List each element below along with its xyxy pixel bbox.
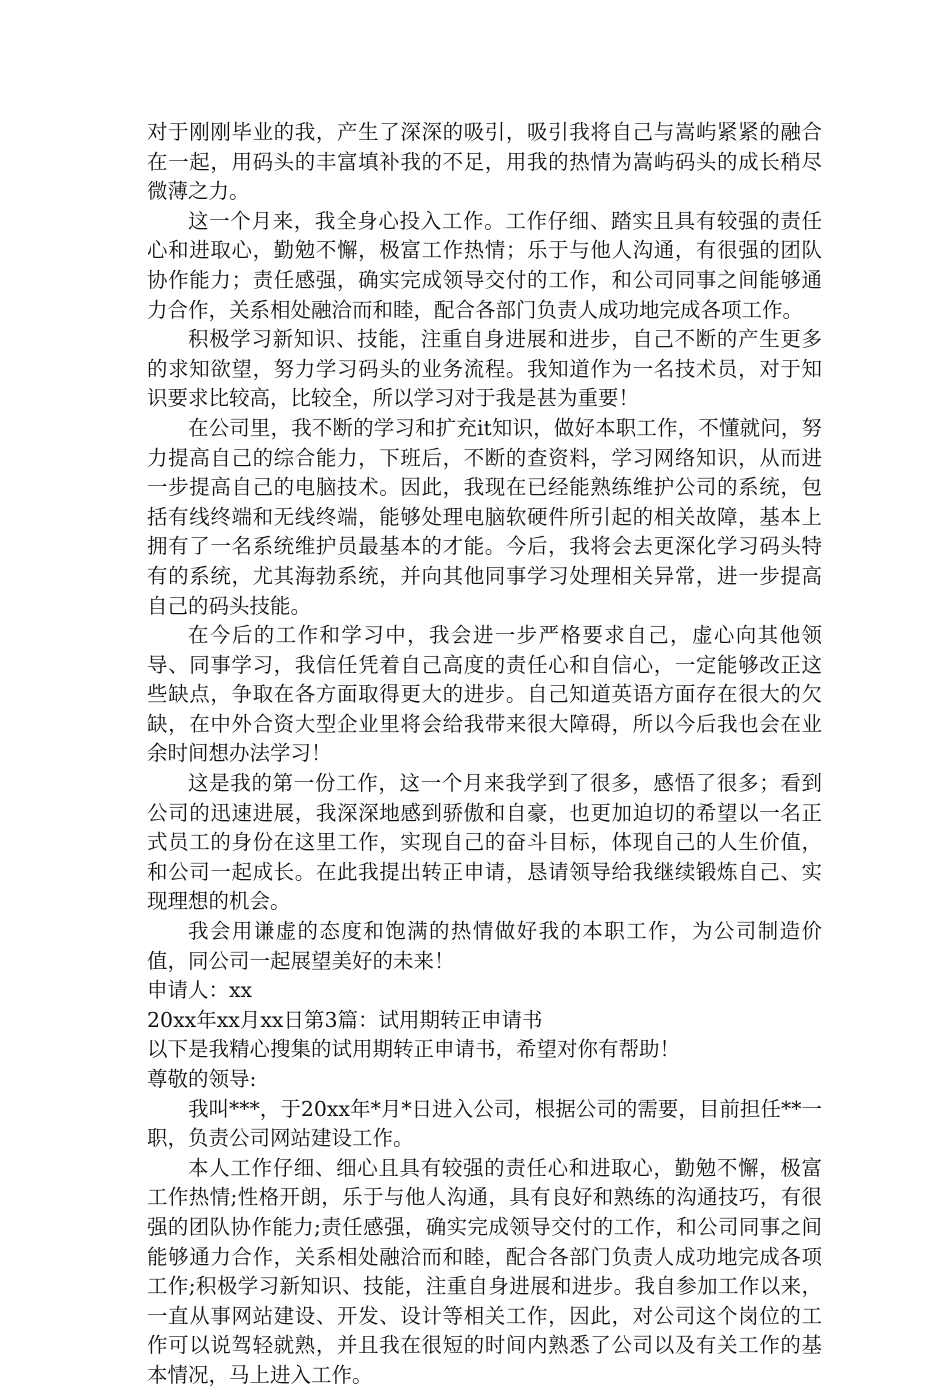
intro-line: 以下是我精心搜集的试用期转正申请书，希望对你有帮助！ [147, 1037, 680, 1062]
paragraph-future-plans: 在今后的工作和学习中，我会进一步严格要求自己，虚心向其他领导、同事学习，我信任凭着自己高度的责任心和自信心，一定能够改正这些缺点，争取在各方面取得更大的进步。自己知道英语方面存在很大的欠缺，在中外合资大型企业里将会给我带来很大障碍，所以今后我也会在业余时间想办法学习！ [147, 623, 822, 766]
date-section-heading: 20xx年xx月xx日第3篇：试用期转正申请书 [147, 1007, 543, 1032]
salutation: 尊敬的领导: [147, 1067, 257, 1091]
applicant-line: 申请人：xx [147, 978, 253, 1003]
paragraph-it-skills: 在公司里，我不断的学习和扩充it知识，做好本职工作，不懂就问，努力提高自己的综合能力，下班后，不断的查资料，学习网络知识，从而进一步提高自己的电脑技术。因此，我现在已经能熟练维护公司的系统，包括有线终端和无线终端，能够处理电脑软硬件所引起的相关故障，基本上拥有了一名系统维护员最基本的才能。今后，我将会去更深化学习码头特有的系统，尤其海勃系统，并向其他同事学习处理相关异常，进一步提高自己的码头技能。 [147, 415, 822, 618]
paragraph-self-introduction: 我叫***，于20xx年*月*日进入公司，根据公司的需要，目前担任**一职，负责公司网站建设工作。 [147, 1096, 822, 1151]
paragraph-continuation: 对于刚刚毕业的我，产生了深深的吸引，吸引我将自己与嵩屿紧紧的融合在一起，用码头的丰富填补我的不足，用我的热情为嵩屿码头的成长稍尽微薄之力。 [147, 120, 822, 204]
paragraph-work-attitude: 这一个月来，我全身心投入工作。工作仔细、踏实且具有较强的责任心和进取心，勤勉不懈，极富工作热情；乐于与他人沟通，有很强的团队协作能力；责任感强，确实完成领导交付的工作，和公司同事之间能够通力合作，关系相处融洽而和睦，配合各部门负责人成功地完成各项工作。 [147, 208, 822, 322]
document-body [147, 118, 822, 1391]
paragraph-learning: 积极学习新知识、技能，注重自身进展和进步，自己不断的产生更多的求知欲望，努力学习码头的业务流程。我知道作为一名技术员，对于知识要求比较高，比较全，所以学习对于我是甚为重要！ [147, 327, 822, 411]
paragraph-closing: 我会用谦虚的态度和饱满的热情做好我的本职工作，为公司制造价值，同公司一起展望美好的未来！ [147, 919, 822, 973]
paragraph-work-summary: 本人工作仔细、细心且具有较强的责任心和进取心，勤勉不懈，极富工作热情;性格开朗，乐于与他人沟通，具有良好和熟练的沟通技巧，有很强的团队协作能力;责任感强，确实完成领导交付的工作，和公司同事之间能够通力合作，关系相处融洽而和睦，配合各部门负责人成功地完成各项工作;积极学习新知识、技能，注重自身进展和进步。我自参加工作以来，一直从事网站建设、开发、设计等相关工作，因此，对公司这个岗位的工作可以说驾轻就熟，并且我在很短的时间内熟悉了公司以及有关工作的基本情况，马上进入工作。 [147, 1155, 822, 1387]
paragraph-first-job: 这是我的第一份工作，这一个月来我学到了很多，感悟了很多；看到公司的迅速进展，我深深地感到骄傲和自豪，也更加迫切的希望以一名正式员工的身份在这里工作，实现自己的奋斗目标，体现自己的人生价值，和公司一起成长。在此我提出转正申请，恳请领导给我继续锻炼自己、实现理想的机会。 [147, 771, 822, 914]
